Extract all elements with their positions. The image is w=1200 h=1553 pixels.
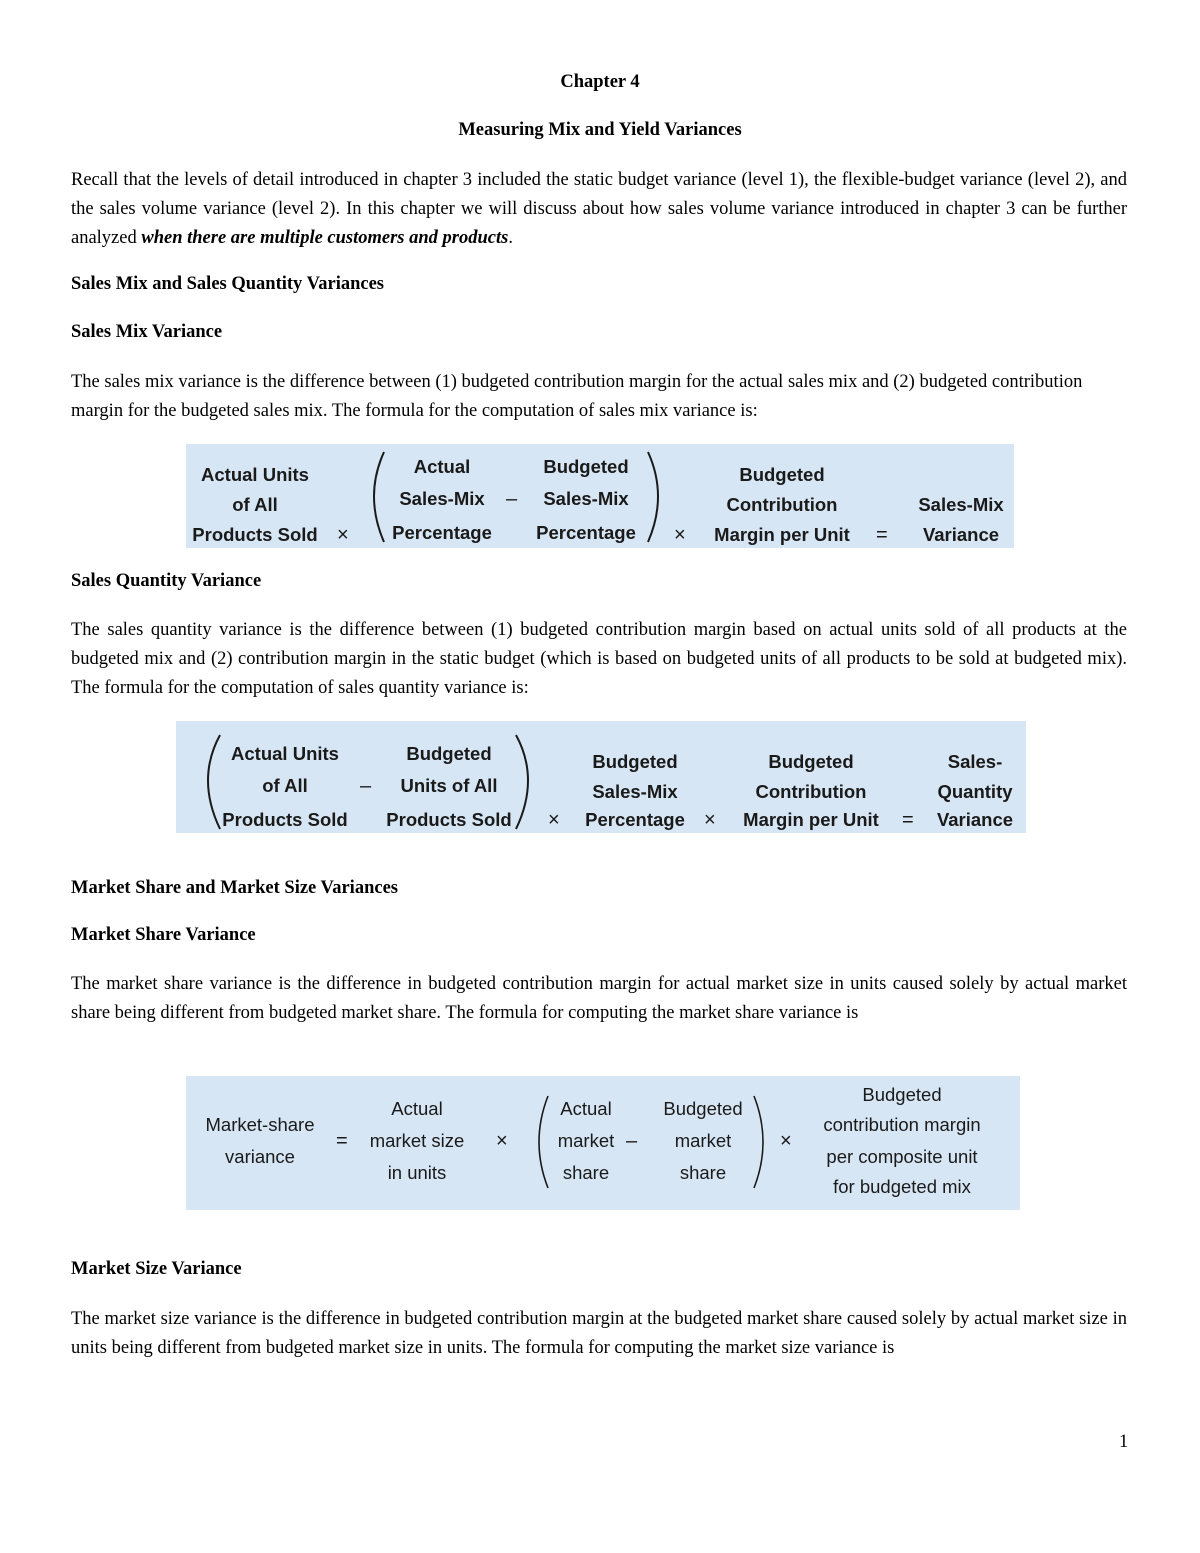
budgeted-share-line2: market <box>674 1130 732 1151</box>
budgeted-cm-line4: for budgeted mix <box>833 1176 971 1197</box>
times-operator-2: × <box>780 1130 792 1152</box>
budgeted-cm-line3: Margin per Unit <box>714 524 850 545</box>
actual-mix-line2: Sales-Mix <box>399 488 485 509</box>
actual-units-line3: Products Sold <box>192 524 318 545</box>
result-line3: Variance <box>936 809 1014 830</box>
budgeted-mix-line3: Percentage <box>585 809 685 830</box>
right-paren <box>516 735 528 829</box>
actual-units-line3: Products Sold <box>222 809 348 830</box>
equals-operator: = <box>336 1130 348 1152</box>
minus-operator: – <box>626 1130 638 1152</box>
times-operator-2: × <box>674 524 686 546</box>
budgeted-cm-line1: Budgeted <box>768 751 854 772</box>
equals-operator: = <box>876 524 888 546</box>
budgeted-mix-line1: Budgeted <box>592 751 678 772</box>
budgeted-cm-line3: Margin per Unit <box>743 809 879 830</box>
left-paren <box>208 735 220 829</box>
sales-mix-paragraph: The sales mix variance is the difference between (1) budgeted contribution margin for the actual sales mix and (2) budgeted contribution margin for the budgeted sales mix. The formula for the computation of sales mix variance is: <box>71 372 1083 421</box>
result-line2: variance <box>225 1146 295 1167</box>
sales-quantity-formula <box>176 721 1026 833</box>
left-paren <box>539 1096 548 1188</box>
chapter-subtitle: Measuring Mix and Yield Variances <box>458 120 742 140</box>
times-operator: × <box>496 1130 508 1152</box>
budgeted-cm-line1: Budgeted <box>862 1084 942 1105</box>
section-heading-market: Market Share and Market Size Variances <box>71 878 398 898</box>
result-line1: Sales- <box>947 751 1003 772</box>
times-operator-2: × <box>704 809 716 831</box>
budgeted-cm-line2: Contribution <box>755 781 867 802</box>
budgeted-mix-line1: Budgeted <box>543 456 629 477</box>
intro-paragraph <box>71 166 1127 253</box>
sales-mix-formula <box>186 444 1014 548</box>
sales-quantity-paragraph: The sales quantity variance is the difference between (1) budgeted contribution margin based on actual units sold of all products at the budgeted mix and (2) contribution margin in the static budget (which is based on budgeted units of all products to be sold at budgeted mix). The formula for the computation of sales quantity variance is: <box>71 620 1127 698</box>
result-line2: Quantity <box>937 781 1013 802</box>
right-paren <box>754 1096 763 1188</box>
budgeted-units-line3: Products Sold <box>386 809 512 830</box>
actual-share-line3: share <box>562 1162 610 1183</box>
actual-size-line1: Actual <box>391 1098 443 1119</box>
actual-mix-line1: Actual <box>413 456 471 477</box>
chapter-title: Chapter 4 <box>560 72 640 92</box>
budgeted-cm-line1: Budgeted <box>739 464 825 485</box>
page-number: 1 <box>1119 1432 1129 1452</box>
budgeted-share-line3: share <box>679 1162 727 1183</box>
budgeted-cm-line2: Contribution <box>726 494 838 515</box>
budgeted-cm-line3: per composite unit <box>826 1146 978 1167</box>
result-line1: Sales-Mix <box>918 494 1004 515</box>
result-line1: Market-share <box>205 1114 315 1135</box>
market-share-heading: Market Share Variance <box>71 925 256 945</box>
right-paren <box>648 452 658 542</box>
market-share-paragraph: The market share variance is the difference in budgeted contribution margin for actual market size in units caused solely by actual market share being different from budgeted market share. The formula for computing the market share variance is <box>71 974 1127 1023</box>
actual-units-line1: Actual Units <box>201 464 309 485</box>
market-size-heading: Market Size Variance <box>71 1259 242 1279</box>
budgeted-mix-line2: Sales-Mix <box>592 781 678 802</box>
budgeted-cm-line2: contribution margin <box>823 1114 981 1135</box>
actual-mix-line3: Percentage <box>392 522 492 543</box>
actual-share-line2: market <box>557 1130 615 1151</box>
budgeted-share-line1: Budgeted <box>663 1098 743 1119</box>
result-line2: Variance <box>922 524 1000 545</box>
equals-operator: = <box>902 809 914 831</box>
sales-mix-heading: Sales Mix Variance <box>71 322 223 342</box>
budgeted-mix-line3: Percentage <box>536 522 636 543</box>
actual-size-line3: in units <box>387 1162 447 1183</box>
times-operator: × <box>548 809 560 831</box>
actual-size-line2: market size <box>369 1130 465 1151</box>
sales-quantity-heading: Sales Quantity Variance <box>71 571 262 591</box>
intro-text-end: . <box>508 228 513 248</box>
intro-emphasis: when there are multiple customers and products <box>141 228 509 248</box>
minus-operator: – <box>506 488 518 510</box>
market-share-formula <box>186 1076 1020 1210</box>
times-operator: × <box>337 524 349 546</box>
section-heading-sales-mix-quantity: Sales Mix and Sales Quantity Variances <box>71 274 385 294</box>
actual-units-line2: of All <box>262 775 308 796</box>
minus-operator: – <box>360 775 372 797</box>
left-paren <box>374 452 384 542</box>
budgeted-units-line2: Units of All <box>400 775 498 796</box>
budgeted-mix-line2: Sales-Mix <box>543 488 629 509</box>
budgeted-units-line1: Budgeted <box>406 743 492 764</box>
actual-units-line1: Actual Units <box>231 743 339 764</box>
market-size-paragraph: The market size variance is the difference in budgeted contribution margin at the budgeted market share caused solely by actual market size in units being different from budgeted market size in units. The formula for computing the market size variance is <box>71 1309 1127 1358</box>
actual-units-line2: of All <box>232 494 278 515</box>
intro-text: Recall that the levels of detail introduced in chapter 3 included the static budget variance (level 1), the flexible-budget variance (level 2), and the sales volume variance (level 2). In this chapter we will discuss about how sales volume variance introduced in chapter 3 can be further analyzed <box>71 170 1127 248</box>
actual-share-line1: Actual <box>560 1098 612 1119</box>
